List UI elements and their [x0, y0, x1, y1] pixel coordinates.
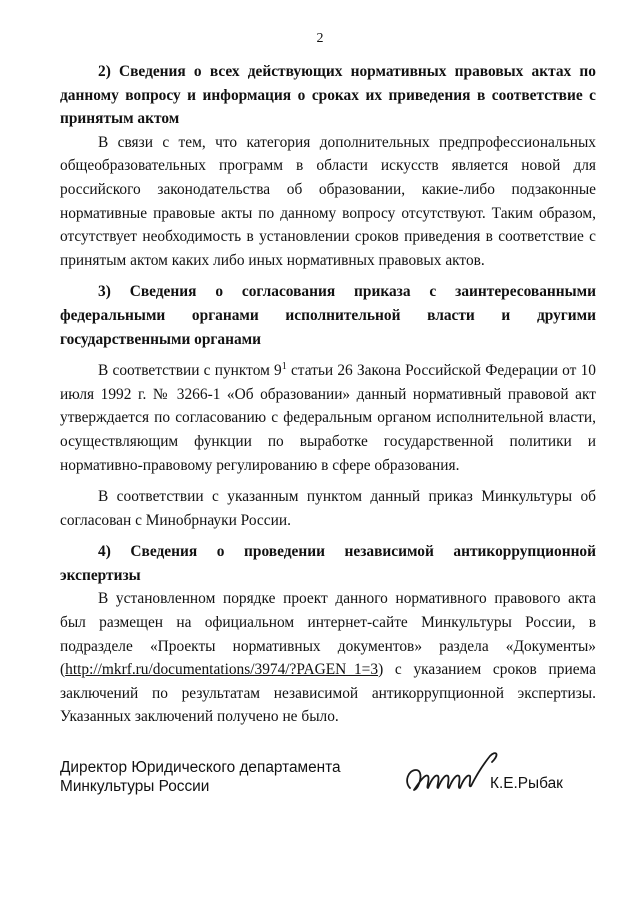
signatory-name: К.Е.Рыбак [490, 775, 563, 792]
section-3-paragraph-2: В соответствии с указанным пунктом данный приказ Минкультуры об согласован с Минобрнауки России. [60, 488, 596, 529]
documents-link[interactable]: http://mkrf.ru/documentations/3974/?PAGEN_1=3 [65, 661, 379, 679]
page-number: 2 [316, 31, 324, 46]
section-4-text-end: ) с указанием сроков приема заключений по результатам независимой антикоррупционной экспертизы. Указанных заключений получено не было. [60, 661, 596, 726]
handwritten-signature [402, 748, 502, 800]
section-3-superscript: 1 [281, 361, 287, 372]
section-3-paragraph-1-start: В соответствии с пунктом 9 [98, 362, 282, 380]
signatory-title-line-2: Минкультуры России [60, 778, 210, 795]
signatory-title [60, 758, 341, 796]
section-2-text: В связи с тем, что категория дополнительных предпрофессиональных общеобразовательных программ в области искусств является новой для российского законодательства об образовании, какие-либо подзаконные нормативные правовые акты по данному вопросу отсутствуют. Таким образом, отсутствует необходимость в установлении сроков приведения в соответствие с принятым актом каких либо иных нормативных правовых актов. [60, 133, 596, 269]
section-3-heading-line-1: 3) Сведения о согласования приказа с заинтересованными [98, 283, 596, 301]
section-3-paragraph-1-rest: статьи 26 Закона Российской Федерации от 10 июля 1992 г. № 3266-1 «Об образовании» данный нормативный правовой акт утверждается по согласованию с федеральным органом исполнительной власти, осуществляющим функции по выработке государственной политики и нормативно-правовому регулированию в сфере образования. [60, 362, 596, 474]
signatory-title-line-1: Директор Юридического департамента [60, 759, 341, 776]
section-3-heading-line-3: государственными органами [60, 330, 262, 348]
section-2-heading: 2) Сведения о всех действующих нормативных правовых актах по данному вопросу и информация о сроках их приведения в соответствие с принятым актом [60, 63, 596, 128]
document-body [60, 60, 596, 729]
section-4-text-start: В установленном порядке проект данного нормативного правового акта был размещен на официальном интернет-сайте Минкультуры России, в подразделе «Проекты нормативных документов» раздела «Документы» ( [60, 590, 596, 679]
section-3-heading-line-2: федеральными органами исполнительной власти и другими [60, 306, 596, 324]
section-4-text [60, 587, 596, 729]
section-4-heading: 4) Сведения о проведении независимой антикоррупционной экспертизы [60, 543, 596, 584]
section-3-paragraph-1 [60, 359, 596, 477]
